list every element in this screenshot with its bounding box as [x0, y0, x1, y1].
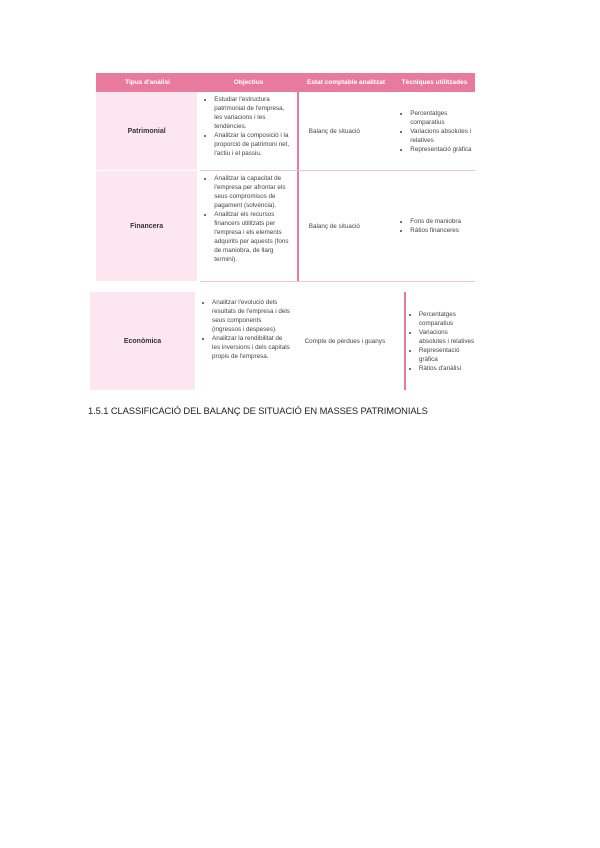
column-divider — [404, 292, 406, 390]
row-techniques — [395, 171, 475, 281]
technique-item: • Percentatges comparatius — [419, 310, 475, 328]
section-heading: 1.5.1 CLASSIFICACIÓ DEL BALANÇ DE SITUACIÓ EN MASSES PATRIMONIALS — [88, 405, 428, 416]
objective-item: • Analitzar la capacitat de l'empresa per afrontar els seus compromisos de pagament (solvència). — [214, 174, 293, 210]
row-statement: Compte de pèrdues i guanys — [304, 337, 386, 345]
row-statement: Balanç de situació — [308, 222, 360, 230]
header-techniques: Tècniques utilitzades — [401, 79, 468, 86]
objective-item: • Analitzar l'evolució dels resultats de l'empresa i dels seus components (ingressos i despeses). — [212, 298, 291, 334]
objective-item: • Analitzar els recursos financers utilitzats per l'empresa i els elements adquirits per aquests (fons de maniobra, de llarg termini). — [214, 210, 293, 264]
technique-item: • Percentatges comparatius — [410, 109, 475, 127]
row-divider — [200, 170, 475, 171]
row-statement: Balanç de situació — [308, 127, 360, 135]
objective-item: • Analitzar la composició i la proporció de patrimoni net, l'actiu i el passiu. — [214, 131, 293, 158]
row-objectives — [195, 292, 297, 390]
row-techniques — [395, 92, 475, 170]
header-analysis-type: Tipus d'anàlisi — [125, 79, 170, 86]
table-row-economica — [90, 292, 475, 390]
row-type-label: Patrimonial — [96, 92, 197, 170]
technique-item: • Ràtios financeres — [410, 226, 461, 235]
objective-item: • Analitzar la rendibilitat de les inversions i dels capitals propis de l'empresa. — [212, 334, 291, 361]
column-divider — [297, 92, 299, 170]
row-techniques — [402, 292, 475, 390]
technique-item: • Fons de maniobra — [410, 217, 461, 226]
technique-item: • Ràtios d'anàlisi — [419, 364, 475, 373]
objective-item: • Estudiar l'estructura patrimonial de l'empresa, les variacions i les tendències. — [214, 95, 293, 131]
header-objectives: Objectius — [233, 79, 264, 86]
technique-item: • Representació gràfica — [410, 145, 475, 154]
header-statement: Estat comptable analitzat — [306, 79, 386, 86]
table-row-financera — [96, 171, 475, 281]
technique-item: • Variacions absolutes i relatives — [419, 328, 475, 346]
row-divider — [200, 281, 475, 282]
table-header — [96, 73, 475, 92]
row-type-label: Financera — [96, 171, 197, 281]
row-objectives — [197, 171, 299, 281]
table-row-patrimonial — [96, 92, 475, 170]
technique-item: • Representació gràfica — [419, 346, 475, 364]
row-type-label: Econòmica — [90, 292, 195, 390]
column-divider — [297, 171, 299, 281]
technique-item: • Variacions absolutes i relatives — [410, 127, 475, 145]
row-objectives — [197, 92, 299, 170]
